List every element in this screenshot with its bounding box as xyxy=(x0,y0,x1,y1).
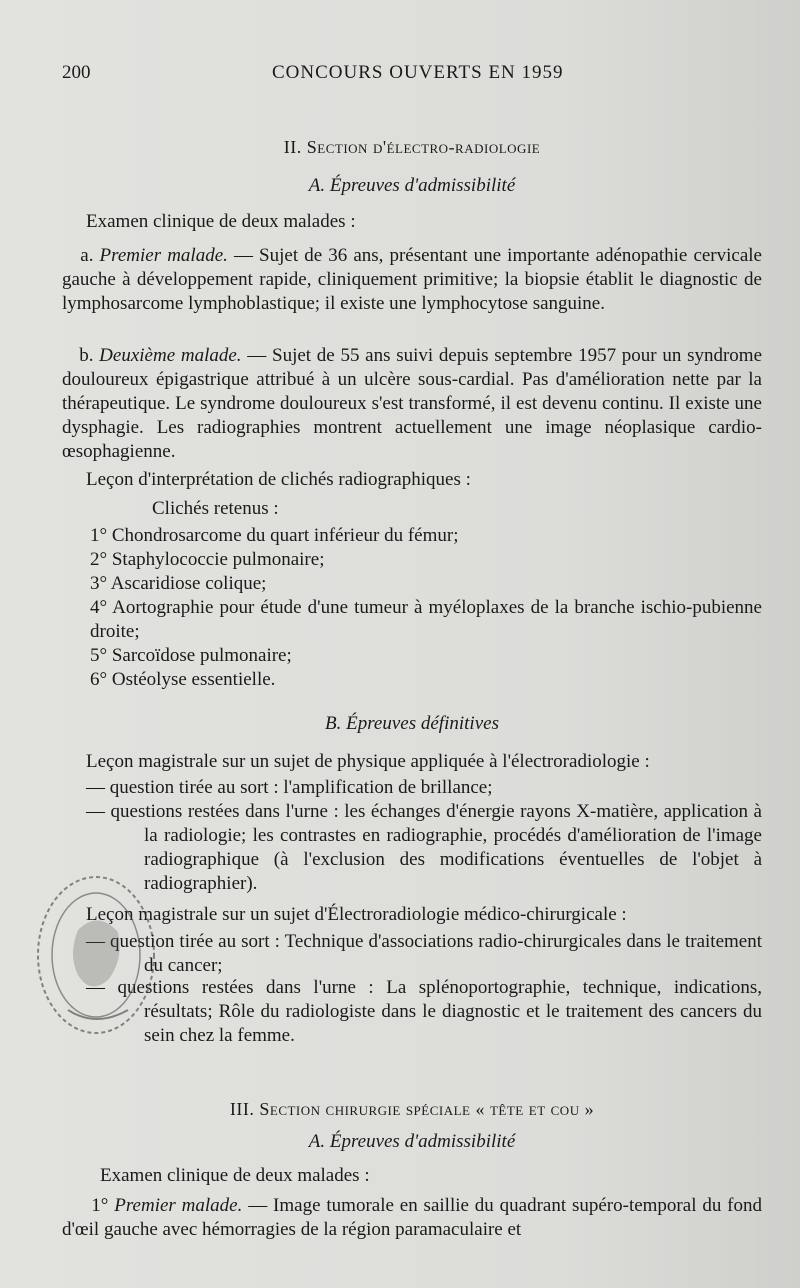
part-a-title-text: A. Épreuves d'admissibilité xyxy=(308,175,516,196)
library-stamp xyxy=(28,870,158,1040)
lecon-physique: Leçon magistrale sur un sujet de physique appliquée à l'électroradiologie : xyxy=(86,751,650,772)
first-patient-title: Premier malade. xyxy=(99,245,228,266)
paragraph-first-patient xyxy=(62,244,762,316)
cliches-list xyxy=(62,524,762,692)
section-3-first-patient-label: 1° xyxy=(91,1195,109,1216)
lecon-physique-questions-remaining: — questions restées dans l'urne : les échanges d'énergie rayons X-matière, application à la radiologie; les contrastes en radiographie, procédés d'amélioration de l'image radiographique (à l'exclusion des modifications éventuelles de l'objet à radiographier). xyxy=(86,801,762,894)
page-number: 200 xyxy=(62,62,91,83)
cliche-item: 5° Sarcoïdose pulmonaire; xyxy=(90,645,292,666)
lecon-interpretation: Leçon d'interprétation de clichés radiographiques : xyxy=(86,469,471,490)
cliche-item-text: 4° Aortographie pour étude d'une tumeur à myéloplaxes de la branche ischio-pubienne droite; xyxy=(90,597,762,642)
second-patient-text: — Sujet de 55 ans suivi depuis septembre 1957 pour un syndrome douloureux épigastrique attribué à un ulcère sous-cardial. Pas d'amélioration nette par la thérapeutique. Le syndrome douloureux s'est transformé, il est devenu continu. Il existe une dysphagie. Les radiographies montrent actuellement une image néoplasique cardio-œsophagienne. xyxy=(62,345,763,462)
cliche-item: 6° Ostéolyse essentielle. xyxy=(90,669,276,690)
section-2-title: II. Section d'électro-radiologie xyxy=(283,137,541,157)
paragraph-second-patient xyxy=(62,344,762,464)
second-patient-title: Deuxième malade. xyxy=(99,345,242,366)
section-3-exam-intro: Examen clinique de deux malades : xyxy=(100,1165,370,1186)
label-b: b. xyxy=(79,345,94,366)
section-3-first-patient-text: — Image tumorale en saillie du quadrant supéro-temporal du fond d'œil gauche avec hémorragies de la région paramaculaire et xyxy=(62,1195,763,1240)
lecon-electroradiologie-questions-remaining: — questions restées dans l'urne : La splénoportographie, technique, indications, résultats; Rôle du radiologiste dans le diagnostic et le traitement des cancers du sein chez la femme. xyxy=(86,977,762,1046)
section-3-title: III. Section chirurgie spéciale « tête et cou » xyxy=(229,1099,595,1119)
first-patient-text: — Sujet de 36 ans, présentant une importante adénopathie cervicale gauche à développement rapide, cliniquement primitive; la biopsie établit le diagnostic de lymphosarcome lymphoblastique; il existe une lymphocytose sanguine. xyxy=(62,245,762,314)
lecon-physique-question-drawn: — question tirée au sort : l'amplification de brillance; xyxy=(86,777,493,798)
cliche-item: 3° Ascaridiose colique; xyxy=(90,573,267,594)
label-a: a. xyxy=(80,245,94,266)
section-2-part-b-title xyxy=(62,712,762,736)
section-3-first-patient xyxy=(62,1194,762,1242)
page-header xyxy=(62,62,762,92)
running-title: CONCOURS OUVERTS EN 1959 xyxy=(272,62,564,83)
part-b-title-text: B. Épreuves définitives xyxy=(325,713,499,734)
lecon-electroradiologie: Leçon magistrale sur un sujet d'Électroradiologie médico-chirurgicale : xyxy=(86,904,627,925)
section-3-first-patient-title: Premier malade. xyxy=(114,1195,243,1216)
cliche-item: 2° Staphylococcie pulmonaire; xyxy=(90,549,325,570)
cliches-title: Clichés retenus : xyxy=(152,498,279,519)
cliche-item: 1° Chondrosarcome du quart inférieur du fémur; xyxy=(90,525,459,546)
cliche-item xyxy=(62,596,762,644)
lecon-electroradiologie-question-drawn: — question tirée au sort : Technique d'associations radio-chirurgicales dans le traitement du cancer; xyxy=(86,931,762,976)
section-3-part-a-title xyxy=(62,1130,762,1154)
section-2-part-a-title xyxy=(62,174,762,198)
exam-intro: Examen clinique de deux malades : xyxy=(86,211,356,232)
section-3-part-a-title-text: A. Épreuves d'admissibilité xyxy=(308,1131,516,1152)
